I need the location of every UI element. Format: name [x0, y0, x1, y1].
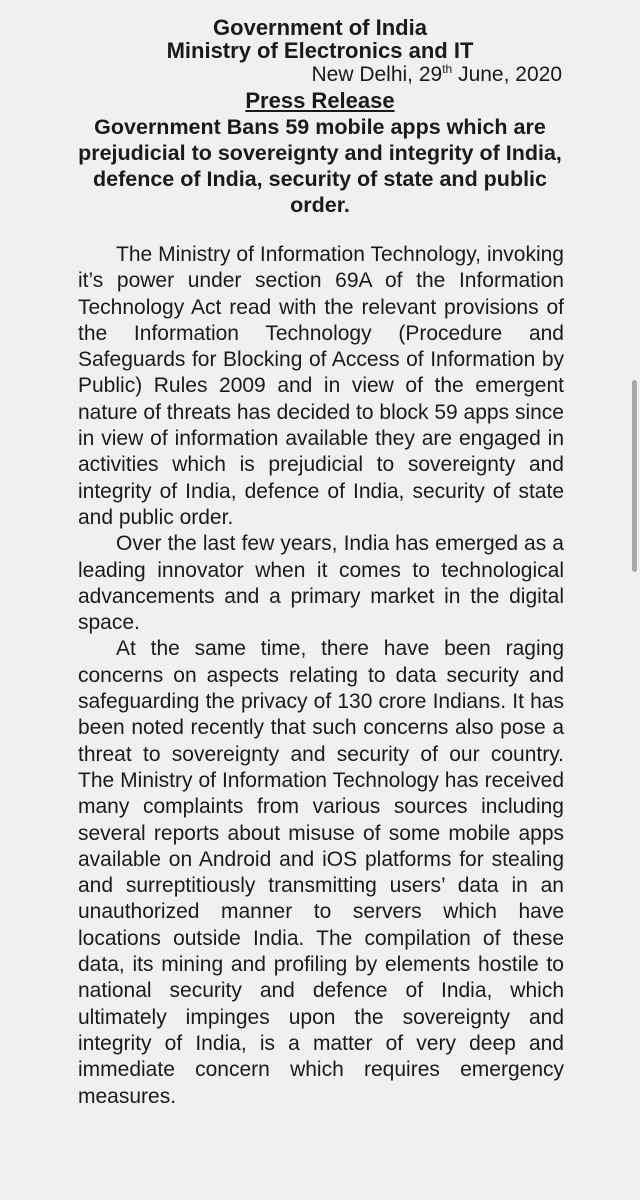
paragraph-1: The Ministry of Information Technology, invoking it’s power under section 69A of the Information Technology Act read with the relevant provisions of the Information Technology (Procedure and Safeguards for Blocking of Access of Information by Public) Rules 2009 and in view of the emergent nature of threats has decided to block 59 apps since in view of information available they are engaged in activities which is prejudicial to sovereignty and integrity of India, defence of India, security of state and public order.: [78, 243, 564, 529]
dateline-ordinal: th: [442, 62, 453, 76]
document-body: [0, 242, 640, 1110]
dateline-month-year: June, 2020: [452, 63, 562, 86]
ministry-title: Ministry of Electronics and IT: [166, 38, 474, 63]
press-release-label: Press Release: [245, 88, 395, 113]
dateline: [0, 62, 640, 88]
dateline-place-day: New Delhi, 29: [311, 63, 443, 86]
document-header: [0, 0, 640, 62]
government-title: Government of India: [213, 15, 427, 40]
paragraph-2: Over the last few years, India has emerged as a leading innovator when it comes to technological advancements and a primary market in the digital space.: [78, 532, 564, 635]
paragraph-3: At the same time, there have been raging concerns on aspects relating to data security and safeguarding the privacy of 130 crore Indians. It has been noted recently that such concerns also pose a threat to sovereignty and security of our country. The Ministry of Information Technology has received many complaints from various sources including several reports about misuse of some mobile apps available on Android and iOS platforms for stealing and surreptitiously transmitting users’ data in an unauthorized manner to servers which have locations outside India. The compilation of these data, its mining and profiling by elements hostile to national security and defence of India, which ultimately impinges upon the sovereignty and integrity of India, is a matter of very deep and immediate concern which requires emergency measures.: [78, 637, 564, 1108]
vertical-scrollbar[interactable]: [632, 380, 637, 572]
headline: Government Bans 59 mobile apps which are prejudicial to sovereignty and integrity of India, defence of India, security of state and public order.: [78, 115, 562, 217]
